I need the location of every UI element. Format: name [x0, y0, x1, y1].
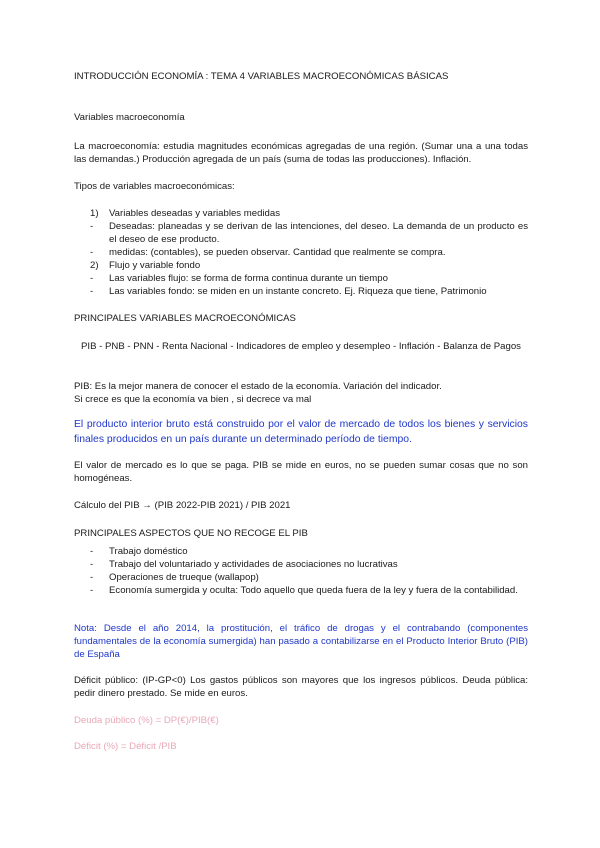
list-item-text: Operaciones de trueque (wallapop) — [109, 572, 259, 583]
list-item — [90, 584, 528, 597]
list-item-text: Las variables fondo: se miden en un instante concreto. Ej. Riqueza que tiene, Patrimonio — [109, 286, 487, 297]
principal-heading: PRINCIPALES VARIABLES MACROECONÓMICAS — [74, 313, 296, 324]
list-item — [90, 259, 528, 272]
list-marker: - — [90, 247, 94, 258]
list-item — [90, 571, 528, 584]
list-item — [90, 246, 528, 259]
pib-line-1: PIB: Es la mejor manera de conocer el estado de la economía. Variación del indicador. — [74, 381, 442, 392]
list-item — [90, 207, 528, 220]
list-item — [90, 220, 528, 246]
not-included-heading: PRINCIPALES ASPECTOS QUE NO RECOGE EL PIB — [74, 528, 308, 539]
pib-definition-blue: El producto interior bruto está construido por el valor de mercado de todos los bienes y servicios finales producidos en un país durante un determinado período de tiempo. — [74, 419, 528, 445]
list-marker: - — [90, 546, 94, 557]
list-marker: - — [90, 273, 94, 284]
deficit-paragraph: Déficit público: (IP-GP<0) Los gastos públicos son mayores que los ingresos públicos. Deuda pública: pedir dinero prestado. Se mide en euros. — [74, 675, 528, 699]
list-marker: - — [90, 221, 94, 232]
list-marker: - — [90, 286, 94, 297]
list-item-text: Las variables flujo: se forma de forma continua durante un tiempo — [109, 273, 388, 284]
list-marker: 1) — [90, 208, 99, 219]
types-heading: Tipos de variables macroeconómicas: — [74, 181, 235, 192]
list-item-text: Economía sumergida y oculta: Todo aquello que queda fuera de la ley y fuera de la contabilidad. — [109, 585, 518, 596]
formula-deficit: Déficit (%) = Déficit /PIB — [74, 741, 177, 752]
list-marker: - — [90, 572, 94, 583]
list-item-text: Variables deseadas y variables medidas — [109, 208, 281, 219]
pib-calculation: Cálculo del PIB → (PIB 2022-PIB 2021) / PIB 2021 — [74, 500, 291, 511]
market-value-paragraph: El valor de mercado es lo que se paga. PIB se mide en euros, no se pueden sumar cosas que no son homogéneas. — [74, 460, 528, 484]
list-item — [90, 558, 528, 571]
list-item — [90, 272, 528, 285]
list-item — [90, 545, 528, 558]
types-list — [90, 207, 528, 298]
not-included-list — [90, 545, 528, 597]
list-marker: - — [90, 585, 94, 596]
pib-line-2: Si crece es que la economía va bien , si decrece va mal — [74, 394, 312, 405]
list-item-text: Trabajo doméstico — [109, 546, 188, 557]
list-item — [90, 285, 528, 298]
list-item-text: Flujo y variable fondo — [109, 260, 201, 271]
list-item-text: medidas: (contables), se pueden observar. Cantidad que realmente se compra. — [109, 247, 446, 258]
formula-debt: Deuda público (%) = DP(€)/PIB(€) — [74, 715, 219, 726]
note-paragraph: Nota: Desde el año 2014, la prostitución, el tráfico de drogas y el contrabando (componentes fundamentales de la economía sumergida) han pasado a contabilizarse en el Producto Interior Bruto (PIB) de España — [74, 623, 528, 660]
principal-variables-list: PIB - PNB - PNN - Renta Nacional - Indicadores de empleo y desempleo - Inflación - Balanza de Pagos — [81, 341, 521, 352]
doc-title: INTRODUCCIÓN ECONOMÍA : TEMA 4 VARIABLES MACROECONÓMICAS BÁSICAS — [74, 71, 449, 82]
list-item-text: Deseadas: planeadas y se derivan de las intenciones, del deseo. La demanda de un producto es el deseo de ese producto. — [109, 221, 528, 245]
definition-paragraph: La macroeconomía: estudia magnitudes económicas agregadas de una región. (Sumar una a una todas las demandas.) Producción agregada de un país (suma de todas las producciones). Inflación. — [74, 141, 528, 165]
list-marker: - — [90, 559, 94, 570]
section-title: Variables macroeconomía — [74, 112, 185, 123]
list-item-text: Trabajo del voluntariado y actividades de asociaciones no lucrativas — [109, 559, 398, 570]
list-marker: 2) — [90, 260, 99, 271]
